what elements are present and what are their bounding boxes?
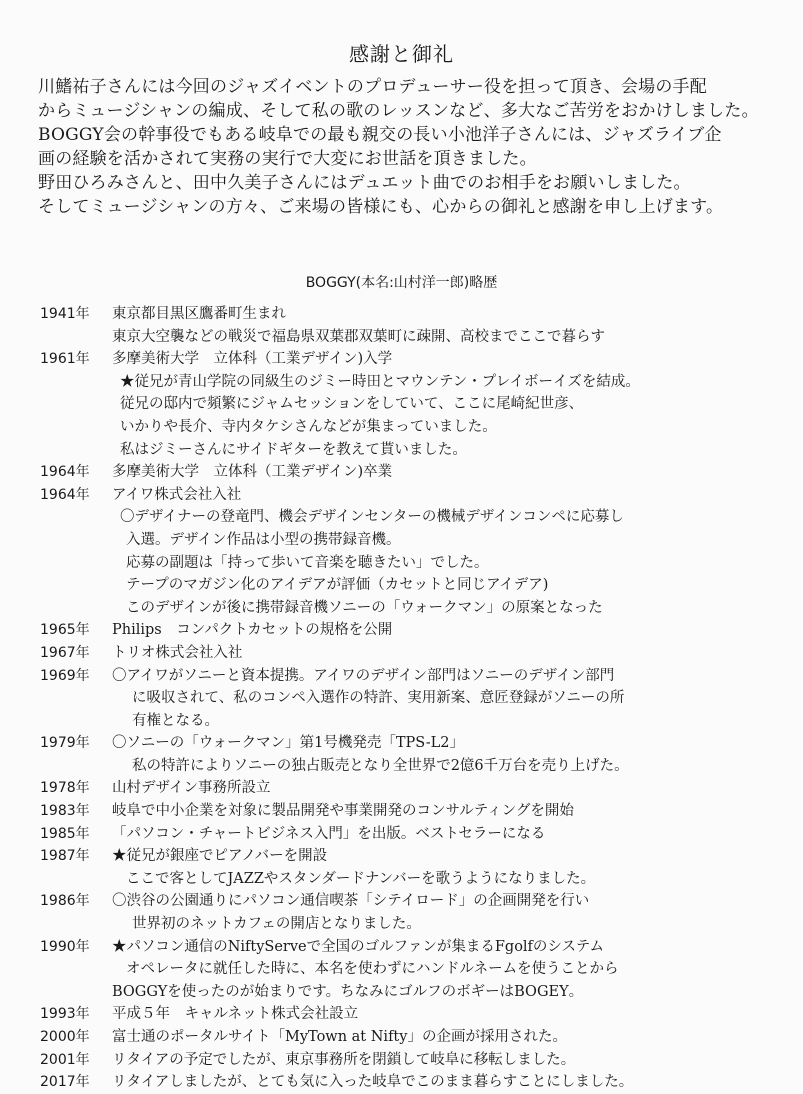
biography-list: [40, 303, 780, 1094]
thanks-line: 川鰭祐子さんには今回のジャズイベントのプロデューサー役を担って頂き、会場の手配: [38, 77, 707, 97]
bio-year: 1979年: [40, 735, 90, 752]
bio-text: 〇ソニーの「ウォークマン」第1号機発売「TPS-L2」: [112, 735, 464, 752]
bio-entry: [40, 416, 780, 439]
bio-text: 〇デザイナーの登竜門、機会デザインセンターの機械デザインコンペに応募し: [120, 509, 624, 526]
bio-entry: [40, 777, 780, 800]
bio-entry: [40, 619, 780, 642]
bio-text: 世界初のネットカフェの開店となりました。: [132, 916, 421, 933]
bio-text: 東京大空襲などの戦災で福島県双葉郡双葉町に疎開、高校までここで暮らす: [112, 328, 605, 345]
bio-text: 〇アイワがソニーと資本提携。アイワのデザイン部門はソニーのデザイン部門: [112, 667, 615, 684]
bio-entry: [40, 981, 780, 1004]
bio-text: 入選。デザイン作品は小型の携帯録音機。: [126, 531, 401, 548]
bio-text: ここで客としてJAZZやスタンダードナンバーを歌うようになりました。: [126, 870, 596, 887]
bio-entry: [40, 461, 780, 484]
bio-year: 1978年: [40, 780, 90, 797]
bio-text: 私はジミーさんにサイドギターを教えて貰いました。: [120, 441, 467, 458]
bio-year: 1964年: [40, 464, 90, 481]
bio-entry: [40, 529, 780, 552]
bio-entry: [40, 439, 780, 462]
page-title: 感謝と御礼: [349, 42, 454, 66]
bio-text: アイワ株式会社入社: [112, 486, 242, 503]
bio-entry: [40, 303, 780, 326]
bio-text: 「パソコン・チャートビジネス入門」を出版。ベストセラーになる: [112, 825, 546, 842]
bio-year: 1987年: [40, 848, 90, 865]
bio-text: 従兄の邸内で頻繁にジャムセッションをしていて、ここに尾崎紀世彦、: [120, 396, 584, 413]
bio-text: 東京都目黒区鷹番町生まれ: [112, 306, 286, 322]
bio-entry: [40, 958, 780, 981]
bio-text: 有権となる。: [132, 712, 219, 729]
bio-entry: [40, 393, 780, 416]
bio-year: 1985年: [40, 825, 90, 842]
bio-text: リタイアの予定でしたが、東京事務所を閉鎖して岐阜に移転しました。: [112, 1051, 576, 1068]
bio-entry: [40, 913, 780, 936]
bio-entry: [40, 710, 780, 733]
bio-entry: [40, 1003, 780, 1026]
bio-text: 富士通のポータルサイト「MyTown at Nifty」の企画が採用された。: [112, 1029, 567, 1045]
bio-year: 1990年: [40, 938, 90, 955]
bio-text: ★パソコン通信のNiftyServeで全国のゴルファンが集まるFgolfのシステム: [112, 938, 604, 955]
bio-entry: [40, 755, 780, 778]
bio-text: このデザインが後に携帯録音機ソニーの「ウォークマン」の原案となった: [126, 599, 603, 616]
bio-year: 1961年: [40, 351, 90, 368]
bio-entry: [40, 936, 780, 959]
bio-text: 私の特許によりソニーの独占販売となり全世界で2億6千万台を売り上げた。: [132, 757, 629, 774]
bio-text: 多摩美術大学 立体科（工業デザイン)卒業: [112, 464, 393, 481]
biography-title: BOGGY(本名:山村洋一郎)略歴: [305, 275, 498, 291]
bio-text: BOGGYを使ったのが始まりです。ちなみにゴルフのボギーはBOGEY。: [112, 983, 584, 1000]
bio-entry: [40, 642, 780, 665]
bio-entry: [40, 732, 780, 755]
bio-entry: [40, 371, 780, 394]
bio-entry: [40, 823, 780, 846]
bio-year: 1993年: [40, 1006, 90, 1023]
bio-entry: [40, 597, 780, 620]
thanks-line: 野田ひろみさんと、田中久美子さんにはデュエット曲でのお相手をお願いしました。: [38, 173, 691, 193]
bio-text: トリオ株式会社入社: [112, 644, 243, 661]
bio-year: 1965年: [40, 622, 90, 639]
bio-text: 山村デザイン事務所設立: [112, 780, 271, 797]
bio-text: Philips コンパクトカセットの規格を公開: [112, 622, 393, 639]
bio-text: ★従兄が青山学院の同級生のジミー時田とマウンテン・プレイボーイズを結成。: [120, 373, 640, 390]
bio-entry: [40, 506, 780, 529]
bio-year: 1983年: [40, 803, 90, 820]
bio-year: 2017年: [40, 1074, 90, 1091]
bio-text: テープのマガジン化のアイデアが評価（カセットと同じアイデア): [126, 577, 549, 594]
bio-entry: [40, 1071, 780, 1094]
bio-text: オペレータに就任した時に、本名を使わずにハンドルネームを使うことから: [126, 961, 619, 978]
thanks-paragraph: [38, 75, 778, 219]
bio-entry: [40, 890, 780, 913]
bio-entry: [40, 665, 780, 688]
bio-text: 平成５年 キャルネット株式会社設立: [112, 1006, 359, 1023]
thanks-line: からミュージシャンの編成、そして私の歌のレッスンなど、多大なご苦労をおかけしました。: [38, 101, 759, 121]
bio-text: ★従兄が銀座でピアノバーを開設: [112, 848, 328, 865]
bio-year: 2001年: [40, 1051, 90, 1068]
bio-year: 1964年: [40, 486, 90, 503]
bio-entry: [40, 868, 780, 891]
bio-entry: [40, 484, 780, 507]
bio-year: 2000年: [40, 1029, 90, 1045]
bio-year: 1986年: [40, 893, 90, 910]
thanks-line: そしてミュージシャンの方々、ご来場の皆様にも、心からの御礼と感謝を申し上げます。: [38, 197, 724, 217]
bio-year: 1941年: [40, 306, 90, 322]
bio-entry: [40, 1026, 780, 1049]
bio-text: 多摩美術大学 立体科（工業デザイン)入学: [112, 351, 393, 368]
bio-entry: [40, 687, 780, 710]
bio-entry: [40, 800, 780, 823]
bio-entry: [40, 845, 780, 868]
bio-text: 応募の副題は「持って歩いて音楽を聴きたい」でした。: [126, 554, 489, 571]
thanks-line: BOGGY会の幹事役でもある岐阜での最も親交の長い小池洋子さんには、ジャズライブ企: [38, 125, 722, 145]
bio-entry: [40, 552, 780, 575]
bio-year: 1967年: [40, 644, 90, 661]
bio-year: 1969年: [40, 667, 90, 684]
bio-text: 〇渋谷の公園通りにパソコン通信喫茶「シテイロード」の企画開発を行い: [112, 893, 590, 910]
bio-text: に吸収されて、私のコンペ入選作の特許、実用新案、意匠登録がソニーの所: [132, 690, 625, 707]
bio-text: 岐阜で中小企業を対象に製品開発や事業開発のコンサルティングを開始: [112, 803, 574, 820]
bio-text: リタイアしましたが、とても気に入った岐阜でこのまま暮らすことにしました。: [112, 1074, 634, 1091]
bio-entry: [40, 326, 780, 349]
bio-entry: [40, 348, 780, 371]
bio-entry: [40, 574, 780, 597]
bio-entry: [40, 1049, 780, 1072]
thanks-line: 画の経験を活かされて実務の実行で大変にお世話を頂きました。: [38, 149, 537, 169]
bio-text: いかりや長介、寺内タケシさんなどが集まっていました。: [120, 418, 497, 435]
